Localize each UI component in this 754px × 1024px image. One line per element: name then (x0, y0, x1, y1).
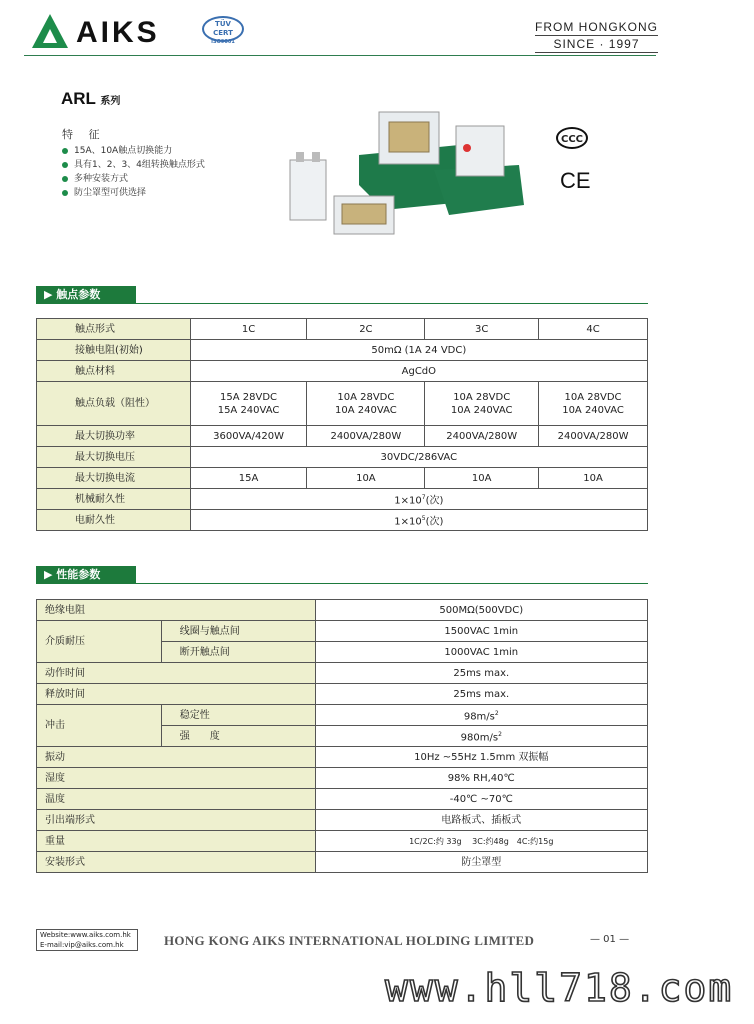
table-cell: 机械耐久性 (37, 489, 191, 510)
table-row (37, 382, 648, 426)
table-row (37, 361, 648, 382)
table-cell: 接触电阻(初始) (37, 340, 191, 361)
table-cell: 2400VA/280W (539, 426, 648, 447)
perf-table (36, 599, 648, 873)
table-cell: $1\times 10^5$(次) (190, 510, 647, 531)
table-cell: 最大切换功率 (37, 426, 191, 447)
table-cell: 重量 (37, 831, 316, 852)
table-row (37, 768, 648, 789)
table-row (37, 747, 648, 768)
cert-line1: TÜV (215, 20, 231, 28)
table-row (37, 340, 648, 361)
ce-mark: CE (560, 168, 591, 193)
contact-section-line (36, 303, 648, 304)
table-cell: 1C (190, 319, 307, 340)
table-cell: 线圈与触点间 (161, 621, 315, 642)
footer-website[interactable]: Website:www.aiks.com.hk (40, 931, 131, 939)
perf-section-title: ▶ 性能参数 (36, 566, 136, 584)
table-cell: 稳定性 (161, 705, 315, 726)
table-row (37, 510, 648, 531)
table-cell: 10A (307, 468, 425, 489)
table-cell: $98m/s^2$ (315, 705, 647, 726)
footer-contact (36, 929, 138, 951)
table-row (37, 810, 648, 831)
footer-company: HONG KONG AIKS INTERNATIONAL HOLDING LIMITED (164, 933, 535, 948)
contact-table (36, 318, 648, 531)
features-list (62, 144, 205, 200)
table-cell: 最大切换电压 (37, 447, 191, 468)
table-cell: 50mΩ (1A 24 VDC) (190, 340, 647, 361)
table-cell: 引出端形式 (37, 810, 316, 831)
table-row (37, 831, 648, 852)
table-row (37, 426, 648, 447)
table-cell: 安装形式 (37, 852, 316, 873)
table-cell: 防尘罩型 (315, 852, 647, 873)
table-cell: 500MΩ(500VDC) (315, 600, 647, 621)
table-cell: 15A (190, 468, 307, 489)
feature-item: 具有1、2、3、4组转换触点形式 (62, 158, 205, 172)
brand-name: AIKS (76, 16, 160, 49)
from-hongkong (535, 20, 658, 54)
from-line1: FROM HONGKONG (535, 20, 658, 34)
table-cell: 10A 28VDC 10A 240VAC (307, 382, 425, 426)
table-cell: 2400VA/280W (307, 426, 425, 447)
table-cell: 断开触点间 (161, 642, 315, 663)
table-cell: 振动 (37, 747, 316, 768)
table-cell: 10Hz ~55Hz 1.5mm 双振幅 (315, 747, 647, 768)
table-cell: 10A 28VDC 10A 240VAC (425, 382, 539, 426)
table-cell: 1C/2C:约 33g 3C:约48g 4C:约15g (315, 831, 647, 852)
table-cell: 触点材料 (37, 361, 191, 382)
table-row (37, 447, 648, 468)
table-row (37, 789, 648, 810)
ccc-mark: CCC (556, 127, 588, 149)
table-cell: 98% RH,40℃ (315, 768, 647, 789)
table-cell: 释放时间 (37, 684, 316, 705)
table-row (37, 468, 648, 489)
table-cell: 触点形式 (37, 319, 191, 340)
footer-email[interactable]: E-mail:vip@aiks.com.hk (40, 941, 124, 949)
feature-item: 防尘罩型可供选择 (62, 186, 205, 200)
table-cell: 3600VA/420W (190, 426, 307, 447)
table-cell: 强 度 (161, 726, 315, 747)
table-cell: 温度 (37, 789, 316, 810)
table-row (37, 621, 648, 642)
perf-section-line (36, 583, 648, 584)
tuv-cert-badge (202, 16, 244, 45)
table-cell: 冲击 (37, 705, 162, 747)
table-cell: 30VDC/286VAC (190, 447, 647, 468)
table-row (37, 705, 648, 726)
table-cell: 2400VA/280W (425, 426, 539, 447)
table-row (37, 663, 648, 684)
table-cell: 湿度 (37, 768, 316, 789)
table-row (37, 684, 648, 705)
table-cell: -40℃ ~70℃ (315, 789, 647, 810)
features-title: 特 征 (62, 128, 106, 141)
header-divider (24, 55, 656, 56)
table-cell: 4C (539, 319, 648, 340)
table-row (37, 319, 648, 340)
table-cell: 2C (307, 319, 425, 340)
feature-item: 多种安装方式 (62, 172, 205, 186)
cert-line3: ISO9001 (211, 39, 235, 45)
table-cell: 1000VAC 1min (315, 642, 647, 663)
table-cell: 最大切换电流 (37, 468, 191, 489)
table-row (37, 489, 648, 510)
table-cell: AgCdO (190, 361, 647, 382)
table-cell: 介质耐压 (37, 621, 162, 663)
table-cell: 25ms max. (315, 684, 647, 705)
table-cell: 动作时间 (37, 663, 316, 684)
table-cell: 15A 28VDC 15A 240VAC (190, 382, 307, 426)
from-line2: SINCE · 1997 (553, 37, 640, 51)
table-cell: 1500VAC 1min (315, 621, 647, 642)
page-number: — 01 — (590, 934, 630, 945)
table-cell: 10A (539, 468, 648, 489)
watermark: www.hll718.com (385, 966, 734, 1010)
table-row (37, 600, 648, 621)
table-cell: 25ms max. (315, 663, 647, 684)
feature-item: 15A、10A触点切换能力 (62, 144, 205, 158)
table-cell: 绝缘电阻 (37, 600, 316, 621)
cert-line2: CERT (213, 29, 233, 37)
table-cell: 10A 28VDC 10A 240VAC (539, 382, 648, 426)
relay-product-photo (284, 100, 534, 240)
series-title: ARL 系列 (61, 89, 121, 108)
table-cell: 电耐久性 (37, 510, 191, 531)
aiks-logo-inner (43, 29, 57, 43)
table-cell: 10A (425, 468, 539, 489)
table-cell: $980m/s^2$ (315, 726, 647, 747)
table-cell: 3C (425, 319, 539, 340)
contact-section-title: ▶ 触点参数 (36, 286, 136, 304)
table-cell: 电路板式、插板式 (315, 810, 647, 831)
table-cell: 触点负载（阻性） (37, 382, 191, 426)
table-row (37, 852, 648, 873)
table-cell: $1\times 10^7$(次) (190, 489, 647, 510)
